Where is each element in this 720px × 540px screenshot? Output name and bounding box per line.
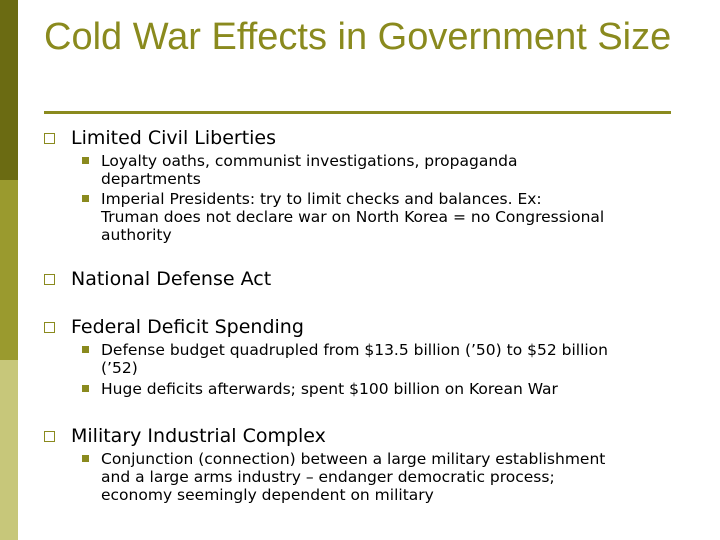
small-square-bullet-icon	[82, 455, 89, 462]
square-bullet-icon	[44, 322, 55, 333]
sub-bullet-line: economy seemingly dependent on military	[101, 486, 434, 504]
sub-bullet-defense-budget	[82, 341, 608, 377]
square-bullet-icon	[44, 133, 55, 144]
small-square-bullet-icon	[82, 195, 89, 202]
bullet-text: Military Industrial Complex	[71, 425, 326, 447]
bullet-text: Federal Deficit Spending	[71, 316, 304, 338]
bullet-federal-deficit-spending	[44, 316, 304, 338]
sub-bullet-loyalty-oaths	[82, 152, 518, 188]
bullet-limited-civil-liberties	[44, 127, 276, 149]
small-square-bullet-icon	[82, 346, 89, 353]
small-square-bullet-icon	[82, 385, 89, 392]
left-band-top	[0, 0, 18, 180]
sub-bullet-huge-deficits	[82, 380, 558, 398]
bullet-military-industrial-complex	[44, 425, 326, 447]
sub-bullet-line: (’52)	[101, 359, 138, 377]
sub-bullet-line: authority	[101, 226, 172, 244]
small-square-bullet-icon	[82, 157, 89, 164]
bullet-text: National Defense Act	[71, 268, 272, 290]
sub-bullet-conjunction	[82, 450, 605, 504]
sub-bullet-line: and a large arms industry – endanger democratic process;	[101, 468, 555, 486]
bullet-text: Limited Civil Liberties	[71, 127, 277, 149]
sub-bullet-line: Defense budget quadrupled from $13.5 billion (’50) to $52 billion	[101, 341, 608, 359]
slide-title: Cold War Effects in Government Size	[44, 16, 672, 58]
sub-bullet-line: Loyalty oaths, communist investigations, propaganda	[101, 152, 518, 170]
square-bullet-icon	[44, 274, 55, 285]
bullet-national-defense-act	[44, 268, 271, 290]
square-bullet-icon	[44, 431, 55, 442]
sub-bullet-line: Imperial Presidents: try to limit checks and balances. Ex:	[101, 190, 542, 208]
sub-bullet-line: Truman does not declare war on North Korea = no Congressional	[101, 208, 605, 226]
left-band-middle	[0, 180, 18, 360]
sub-bullet-line: Conjunction (connection) between a large military establishment	[101, 450, 606, 468]
left-band-bottom	[0, 360, 18, 540]
sub-bullet-line: departments	[101, 170, 201, 188]
sub-bullet-imperial-presidents	[82, 190, 604, 244]
sub-bullet-line: Huge deficits afterwards; spent $100 billion on Korean War	[101, 380, 558, 398]
title-underline	[44, 111, 671, 114]
